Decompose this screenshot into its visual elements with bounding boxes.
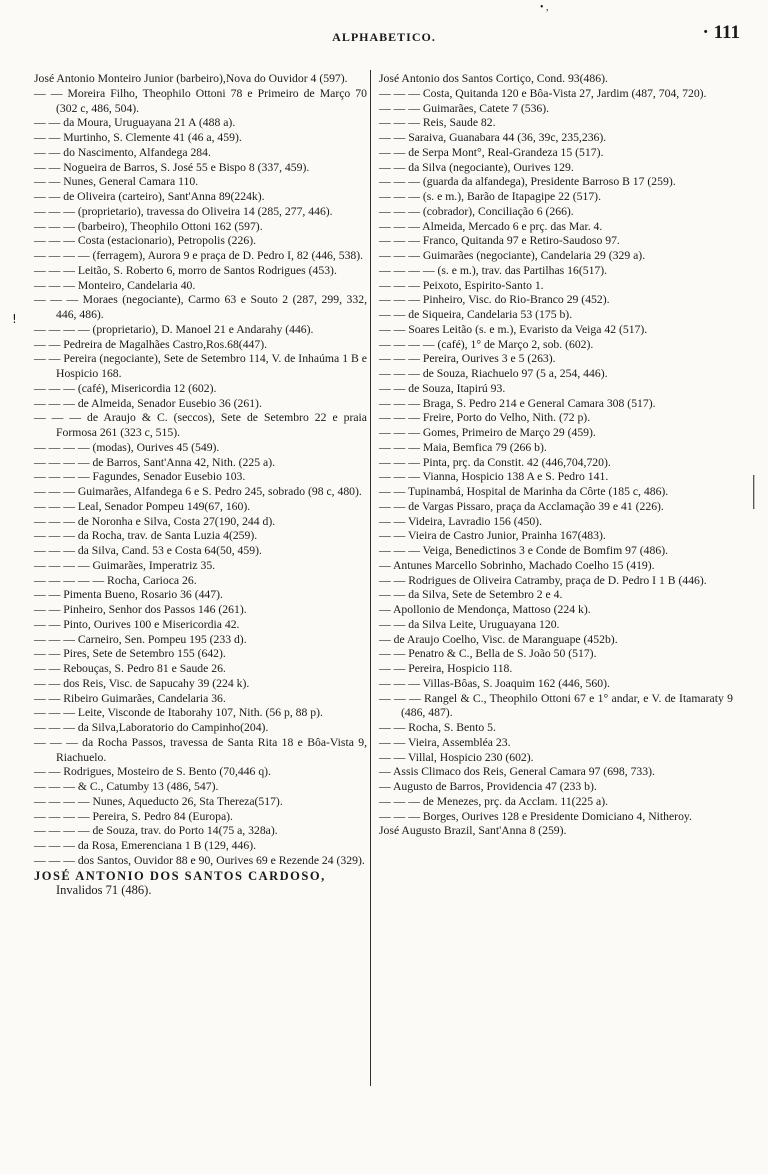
directory-entry: — — — — — Rocha, Carioca 26. [34, 573, 197, 587]
directory-entry: — — — Maia, Bemfica 79 (266 b). [379, 440, 547, 454]
directory-entry: — — — — Pereira, S. Pedro 84 (Europa). [34, 809, 233, 823]
directory-entry: — — — Veiga, Benedictinos 3 e Conde de Bomfim 97 (486). [379, 544, 669, 557]
directory-entry: — — — Villas-Bôas, S. Joaquim 162 (446, 560). [379, 676, 610, 690]
directory-entry: — — — (s. e m.), Barão de Itapagipe 22 (517). [379, 190, 601, 203]
directory-entry: — — dos Reis, Visc. de Sapucahy 39 (224 k). [34, 676, 250, 690]
margin-mark-left: ! [12, 312, 17, 326]
directory-entry: — — Pinheiro, Senhor dos Passos 146 (261). [34, 603, 247, 616]
directory-entry: — — Pinto, Ourives 100 e Misericordia 42. [34, 617, 240, 631]
directory-entry: — — — Costa, Quitanda 120 e Bôa-Vista 27, Jardim (487, 704, 720). [379, 86, 707, 100]
directory-entry: — — de Serpa Mont°, Real-Grandeza 15 (517). [379, 145, 604, 159]
directory-entry: — — Rocha, S. Bento 5. [379, 721, 496, 734]
directory-entry: — — — — (café), 1° de Março 2, sob. (602). [379, 337, 594, 351]
directory-entry: — — — Carneiro, Sen. Pompeu 195 (233 d). [34, 632, 247, 646]
directory-entry: — — — — (proprietario), D. Manoel 21 e Andarahy (446). [34, 322, 314, 336]
directory-entry: — — — Reis, Saude 82. [379, 116, 496, 130]
directory-entry: — — — — de Souza, trav. do Porto 14(75 a, 328a). [34, 824, 278, 838]
header-dots: • , [540, 2, 549, 13]
directory-entry: — — Rodrigues de Oliveira Catramby, praça de D. Pedro I 1 B (446). [379, 573, 707, 587]
directory-entry: — — — Moraes (negociante), Carmo 63 e Souto 2 (287, 299, 332, 446, 486). [34, 293, 367, 321]
directory-entry: — — — Borges, Ourives 128 e Presidente Domiciano 4, Nitheroy. [379, 809, 692, 823]
directory-entry: — — de Souza, Itapirú 93. [379, 381, 506, 395]
directory-entry: — — Rebouças, S. Pedro 81 e Saude 26. [34, 662, 226, 675]
directory-entry: — — Pedreira de Magalhães Castro,Ros.68(447). [34, 337, 268, 351]
directory-entry: — — — Peixoto, Espirito-Santo 1. [379, 278, 544, 292]
directory-entry: — — de Siqueira, Candelaria 53 (175 b). [379, 308, 573, 321]
directory-entry: — — — — (ferragem), Aurora 9 e praça de D. Pedro I, 82 (446, 538). [34, 249, 364, 262]
left-column [34, 72, 367, 898]
heading-address: Invalidos 71 (486). [56, 883, 152, 898]
directory-entry: — — Vieira, Assembléa 23. [379, 735, 511, 749]
directory-entry: — — — dos Santos, Ouvidor 88 e 90, Ourives 69 e Rezende 24 (329). [34, 853, 365, 867]
directory-entry: — — — (cobrador), Conciliação 6 (266). [379, 204, 574, 218]
directory-entry: — — — de Almeida, Senador Eusebio 36 (261). [34, 396, 262, 410]
directory-entry: — — Ribeiro Guimarães, Candelaria 36. [34, 691, 226, 705]
directory-entry: — — de Oliveira (carteiro), Sant'Anna 89(224k). [34, 190, 265, 203]
directory-entry: — — da Silva Leite, Uruguayana 120. [379, 617, 560, 631]
directory-entry: — Assis Climaco dos Reis, General Camara 97 (698, 733). [379, 765, 655, 779]
directory-entry: — de Araujo Coelho, Visc. de Maranguape (452b). [379, 632, 618, 646]
directory-entry: — — de Vargas Pissaro, praça da Acclamação 39 e 41 (226). [379, 499, 664, 513]
directory-entry: — — — — de Barros, Sant'Anna 42, Nith. (225 a). [34, 455, 276, 469]
directory-entry: — — — Vianna, Hospicio 138 A e S. Pedro 141. [379, 470, 609, 484]
margin-mark-right: | [751, 470, 756, 510]
directory-entry: — — do Nascimento, Alfandega 284. [34, 145, 211, 159]
directory-entry: — — — da Silva,Laboratorio do Campinho(204). [34, 721, 269, 734]
directory-entry: — — Pires, Sete de Setembro 155 (642). [34, 647, 226, 661]
directory-entry: — — — Costa (estacionario), Petropolis (226). [34, 234, 257, 248]
directory-entry: — — — (café), Misericordia 12 (602). [34, 381, 217, 395]
directory-entry: — — — Franco, Quitanda 97 e Retiro-Saudoso 97. [379, 234, 620, 248]
directory-entry: — — — Pinta, prç. da Constit. 42 (446,704,720). [379, 455, 611, 469]
directory-entry: — — — Guimarães, Catete 7 (536). [379, 101, 550, 115]
directory-entry: — — — Guimarães (negociante), Candelaria 29 (329 a). [379, 249, 646, 262]
directory-entry: — — da Silva, Sete de Setembro 2 e 4. [379, 588, 563, 602]
directory-entry: — — — de Araujo & C. (seccos), Sete de Setembro 22 e praia Formosa 261 (323 c, 515). [34, 411, 367, 439]
directory-entry: — — Moreira Filho, Theophilo Ottoni 78 e Primeiro de Março 70 (302 c, 486, 504). [34, 86, 367, 115]
directory-entry: José Antonio Monteiro Junior (barbeiro),Nova do Ouvidor 4 (597). [34, 72, 348, 85]
directory-entry: — — Villal, Hospicio 230 (602). [379, 750, 534, 764]
directory-entry: — — Tupinambá, Hospital de Marinha da Côrte (185 c, 486). [379, 485, 669, 498]
directory-entry: — — — da Rosa, Emerenciana 1 B (129, 446). [34, 839, 257, 852]
directory-entry: — — — Rangel & C., Theophilo Ottoni 67 e 1° andar, e V. de Itamaraty 9 (486, 487). [379, 691, 733, 720]
directory-entry: — — — Leite, Visconde de Itaborahy 107, Nith. (56 p, 88 p). [34, 706, 323, 720]
directory-entry: — — — (barbeiro), Theophilo Ottoni 162 (597). [34, 219, 263, 233]
directory-entry: — — Pimenta Bueno, Rosario 36 (447). [34, 588, 223, 602]
directory-entry: — — — Almeida, Mercado 6 e prç. das Mar. 4. [379, 219, 603, 233]
directory-entry: — — — Monteiro, Candelaria 40. [34, 278, 196, 292]
directory-entry: — — — & C., Catumby 13 (486, 547). [34, 780, 219, 793]
directory-entry: — — — de Noronha e Silva, Costa 27(190, 244 d). [34, 514, 276, 528]
heading-name: JOSÉ ANTONIO DOS SANTOS CARDOSO, [34, 868, 326, 883]
directory-entry: — — Saraiva, Guanabara 44 (36, 39c, 235,236). [379, 131, 607, 144]
directory-entry: — — Pereira, Hospicio 118. [379, 662, 513, 675]
directory-entry: — — — — (s. e m.), trav. das Partilhas 16(517). [379, 263, 608, 277]
directory-entry: — — — de Souza, Riachuelo 97 (5 a, 254, 446). [379, 367, 608, 380]
directory-entry: — — Penatro & C., Bella de S. João 50 (517). [379, 647, 597, 661]
directory-entry: — — — — Guimarães, Imperatriz 35. [34, 558, 216, 572]
column-divider [370, 70, 371, 1086]
directory-entry: — — — Leitão, S. Roberto 6, morro de Santos Rodrigues (453). [34, 263, 337, 277]
directory-entry: — — — da Silva, Cand. 53 e Costa 64(50, 459). [34, 544, 262, 557]
right-column [379, 72, 733, 839]
directory-entry: — — — — Nunes, Aqueducto 26, Sta Thereza(517). [34, 794, 283, 808]
directory-entry: — — — (guarda da alfandega), Presidente Barroso B 17 (259). [379, 175, 676, 189]
directory-entry: — — Soares Leitão (s. e m.), Evaristo da Veiga 42 (517). [379, 322, 648, 336]
directory-entry: José Antonio dos Santos Cortiço, Cond. 93(486). [379, 72, 608, 85]
page-number: · 111 [702, 22, 740, 43]
directory-entry: — — — Pereira, Ourives 3 e 5 (263). [379, 352, 556, 366]
directory-entry: — Apollonio de Mendonça, Mattoso (224 k). [379, 603, 591, 616]
directory-entry: — — — Freire, Porto do Velho, Nith. (72 p). [379, 411, 591, 425]
directory-heading-entry [34, 869, 367, 899]
directory-entry: — — Videira, Lavradio 156 (450). [379, 514, 542, 528]
directory-entry: — Antunes Marcello Sobrinho, Machado Coelho 15 (419). [379, 558, 655, 572]
directory-entry: — — Nunes, General Camara 110. [34, 175, 199, 189]
directory-entry: — — — da Rocha Passos, travessa de Santa Rita 18 e Bôa-Vista 9, Riachuelo. [34, 735, 367, 764]
directory-entry: — — — (proprietario), travessa do Oliveira 14 (285, 277, 446). [34, 204, 333, 218]
directory-entry: — — Vieira de Castro Junior, Prainha 167(483). [379, 529, 606, 543]
directory-entry: — — da Moura, Uruguayana 21 A (488 a). [34, 116, 236, 130]
directory-entry: — — Nogueira de Barros, S. José 55 e Bispo 8 (337, 459). [34, 160, 310, 174]
directory-entry: — — Murtinho, S. Clemente 41 (46 a, 459). [34, 131, 242, 144]
directory-entry: — — — Guimarães, Alfandega 6 e S. Pedro 245, sobrado (98 c, 480). [34, 485, 362, 498]
directory-entry: — — — Gomes, Primeiro de Março 29 (459). [379, 426, 596, 439]
directory-entry: — — — da Rocha, trav. de Santa Luzia 4(259). [34, 529, 258, 543]
directory-entry: — — Rodrigues, Mosteiro de S. Bento (70,446 q). [34, 765, 271, 779]
directory-entry: — Augusto de Barros, Providencia 47 (233 b). [379, 780, 597, 793]
directory-entry: — — da Silva (negociante), Ourives 129. [379, 160, 574, 174]
directory-entry: — — — Braga, S. Pedro 214 e General Camara 308 (517). [379, 396, 656, 410]
directory-entry: — — — Pinheiro, Visc. do Rio-Branco 29 (452). [379, 293, 610, 307]
directory-entry: José Augusto Brazil, Sant'Anna 8 (259). [379, 824, 567, 838]
directory-entry: — — — de Menezes, prç. da Acclam. 11(225 a). [379, 794, 609, 808]
directory-entry: — — — — Fagundes, Senador Eusebio 103. [34, 470, 246, 484]
directory-entry: — — Pereira (negociante), Sete de Setembro 114, V. de Inhaúma 1 B e Hospicio 168. [34, 352, 367, 380]
page-title: ALPHABETICO. [332, 30, 436, 44]
directory-entry: — — — — (modas), Ourives 45 (549). [34, 440, 220, 454]
directory-entry: — — — Leal, Senador Pompeu 149(67, 160). [34, 499, 251, 513]
